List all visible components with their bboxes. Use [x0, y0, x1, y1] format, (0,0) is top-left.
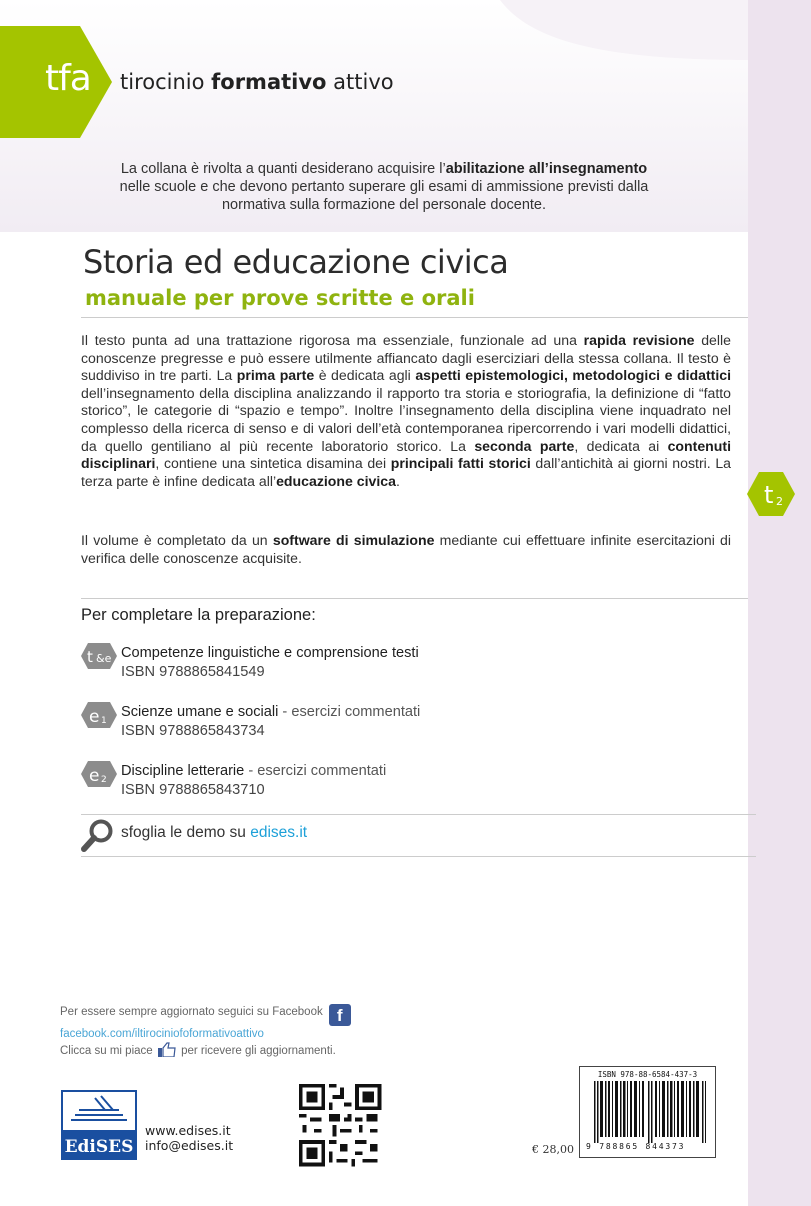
svg-text:&e: &e: [96, 652, 112, 665]
svg-text:2: 2: [101, 775, 107, 785]
publisher-contact: [145, 1123, 233, 1153]
edises-logo: [61, 1090, 137, 1160]
thumbs-up-icon: [158, 1042, 176, 1057]
series-name: tirocinio formativo attivo: [120, 70, 394, 94]
prep-item-isbn: ISBN 9788865841549: [121, 664, 265, 680]
book-subtitle: manuale per prove scritte e orali: [85, 286, 475, 310]
t2-badge-sub: 2: [776, 495, 783, 508]
barcode-bars: [594, 1081, 706, 1143]
prep-item-title: Discipline letterarie: [121, 763, 245, 779]
publisher-email[interactable]: info@edises.it: [145, 1138, 234, 1153]
edises-link[interactable]: edises.it: [250, 824, 308, 841]
divider: [81, 598, 748, 599]
divider: [81, 814, 756, 815]
barcode: [579, 1066, 716, 1158]
demo-link-row[interactable]: sfoglia le demo su edises.it: [81, 818, 681, 854]
svg-text:e: e: [89, 707, 100, 727]
description-paragraph-2: Il volume è completato da un software di simulazione mediante cui effettuare infinite esercitazioni di verifica delle conoscenze acquisite.: [81, 532, 732, 566]
svg-text:t: t: [87, 648, 93, 666]
divider: [81, 856, 756, 857]
facebook-url[interactable]: facebook.com/iltirociniofoformativoattivo: [60, 1028, 264, 1040]
svg-text:1: 1: [101, 716, 107, 726]
facebook-icon[interactable]: f: [329, 1004, 351, 1026]
edises-logo-text: EdiSES: [64, 1137, 134, 1157]
prep-title: Per completare la preparazione:: [81, 606, 316, 624]
barcode-digits: 9 788865 844373: [586, 1142, 686, 1151]
barcode-isbn-label: ISBN 978-88-6584-437-3: [597, 1070, 698, 1079]
t2-series-badge-icon: [747, 472, 795, 516]
e1-book-icon: [81, 702, 117, 728]
prep-item-isbn: ISBN 9788865843710: [121, 782, 265, 798]
e2-book-icon: [81, 761, 117, 787]
svg-text:e: e: [89, 766, 100, 786]
book-title: Storia ed educazione civica: [83, 243, 509, 281]
magnifier-icon: [81, 818, 115, 852]
prep-item-title: Competenze linguistiche e comprensione testi: [121, 645, 419, 661]
qr-code[interactable]: [292, 1080, 388, 1170]
description-paragraph-1: Il testo punta ad una trattazione rigorosa ma essenziale, funzionale ad una rapida revisione delle conoscenze pregresse e può essere utilmente affiancato dagli eserciziari della stessa collana. Il testo è suddiviso in tre parti. La prima parte è dedicata agli aspetti epistemologici, metodologici e didattici dell’insegnamento della disciplina analizzando il rapporto tra storia e storiografia, la definizione di “fatto storico”, le categorie di “spazio e tempo”. Inoltre l’insegnamento della disciplina viene inquadrato nel complesso della ricerca di senso e di valori dell’età contemporanea ripercorrendo i vari modelli didattici, da quello gentiliano al più recente laboratorio storico. La seconda parte, dedicata ai contenuti disciplinari, contiene una sintetica disamina dei principali fatti storici dall’antichità ai giorni nostri. La terza parte è infine dedicata all’educazione civica.: [81, 332, 732, 489]
series-intro: La collana è rivolta a quanti desiderano acquisire l’abilitazione all’insegnamento nelle scuole e che devono pertanto superare gli esami di ammissione previsti dalla normativa sulla formazione del personale docente.: [119, 161, 649, 213]
prep-item-title: Scienze umane e sociali: [121, 704, 279, 720]
t2-badge-label: t: [764, 481, 774, 509]
t-e-book-icon: [81, 643, 117, 669]
prep-item-isbn: ISBN 9788865843734: [121, 723, 265, 739]
publisher-web[interactable]: www.edises.it: [145, 1123, 231, 1138]
price: € 28,00: [532, 1143, 574, 1156]
tfa-logo-text: tfa: [45, 58, 91, 99]
side-chevron-shape: [730, 300, 770, 860]
facebook-info: Per essere sempre aggiornato seguici su Facebook f facebook.com/iltirociniofoformativoattivo Clicca su mi piace per ricevere gli aggiornamenti.: [60, 1004, 351, 1059]
divider: [81, 317, 748, 318]
